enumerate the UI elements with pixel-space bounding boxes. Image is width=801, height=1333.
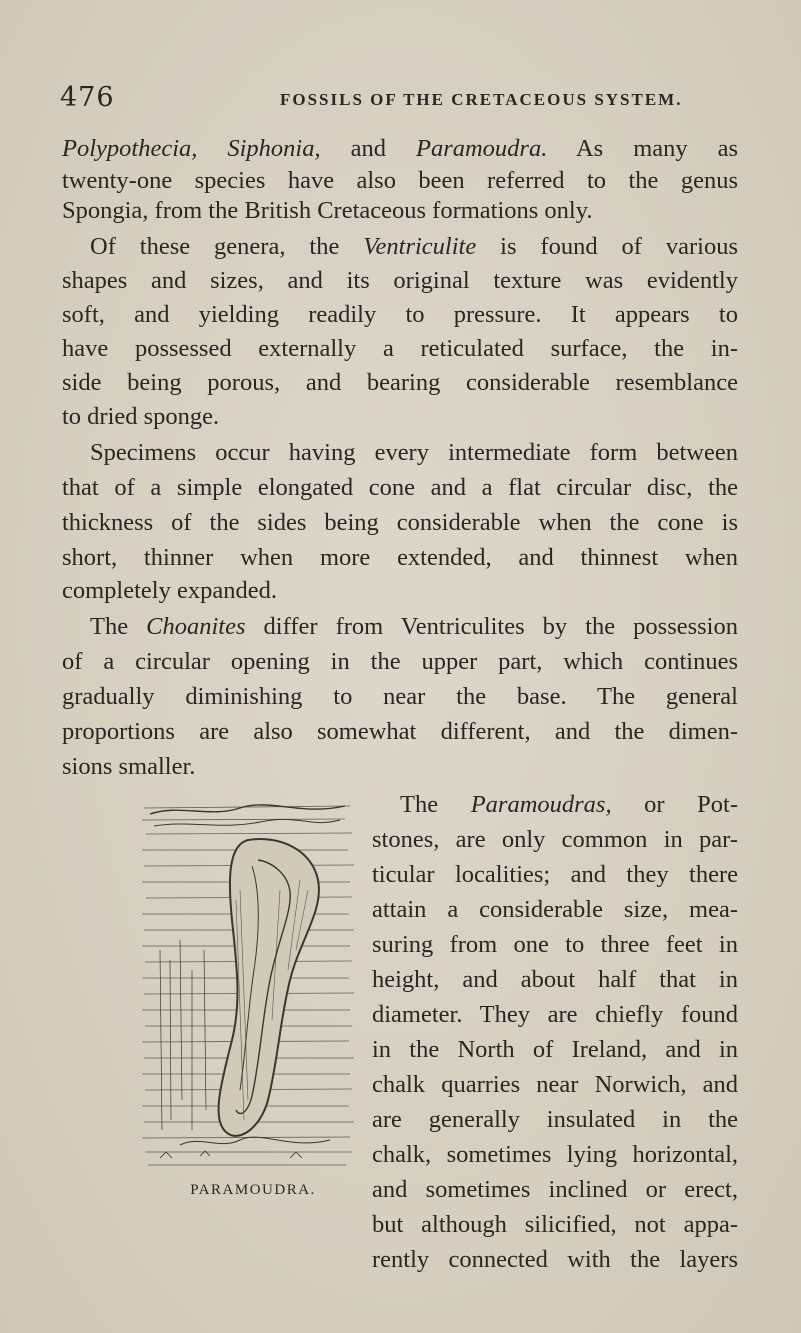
text-line: shapes and sizes, and its original texture was evidently	[62, 267, 738, 294]
text-line: but although silicified, not appa-	[372, 1211, 738, 1238]
text-line: are generally insulated in the	[372, 1106, 738, 1133]
text-line: have possessed externally a reticulated surface, the in-	[62, 335, 738, 362]
text-line: rently connected with the layers	[372, 1246, 738, 1273]
text-line: twenty-one species have also been referred to the genus	[62, 167, 738, 194]
text-line: chalk quarries near Norwich, and	[372, 1071, 738, 1098]
text-line: gradually diminishing to near the base. The general	[62, 683, 738, 710]
text-line: that of a simple elongated cone and a flat circular disc, the	[62, 474, 738, 501]
text-line: sions smaller.	[62, 753, 196, 780]
italic-term: Polypothecia, Siphonia,	[62, 135, 321, 162]
page-number: 476	[60, 82, 115, 113]
italic-term: Paramoudras,	[470, 791, 612, 818]
running-head: FOSSILS OF THE CRETACEOUS SYSTEM.	[280, 90, 683, 109]
italic-term: Ventriculite	[363, 233, 477, 260]
text-line: short, thinner when more extended, and thinnest when	[62, 544, 738, 571]
text-line: completely expanded.	[62, 577, 277, 604]
fissure-lines	[160, 940, 206, 1130]
text-line: in the North of Ireland, and in	[372, 1036, 738, 1063]
text-line: to dried sponge.	[62, 403, 220, 430]
text-line: thickness of the sides being considerable when the cone is	[62, 509, 738, 536]
figure-caption: PARAMOUDRA.	[190, 1182, 316, 1198]
text-line: ticular localities; and they there	[372, 861, 738, 888]
text-line: Of these genera, the Ventriculite is found of various	[90, 233, 738, 260]
text-line: suring from one to three feet in	[372, 931, 738, 958]
text-line: Spongia, from the British Cretaceous formations only.	[62, 197, 593, 224]
text-line: and sometimes inclined or erect,	[372, 1176, 738, 1203]
text-line: diameter. They are chiefly found	[372, 1001, 738, 1028]
text-line: side being porous, and bearing considerable resemblance	[62, 369, 738, 396]
paramoudra-illustration	[140, 800, 358, 1175]
italic-term: Paramoudra.	[415, 135, 548, 162]
text-line: Specimens occur having every intermediate form between	[90, 439, 738, 466]
text-line: proportions are also somewhat different, and the dimen-	[62, 718, 738, 745]
text-line: attain a considerable size, mea-	[372, 896, 738, 923]
text-line: height, and about half that in	[372, 966, 738, 993]
text-line: stones, are only common in par-	[372, 826, 738, 853]
page-header	[60, 82, 760, 122]
text-line: of a circular opening in the upper part, which continues	[62, 648, 738, 675]
text-line: The Choanites differ from Ventriculites by the possession	[90, 613, 738, 640]
text-line: soft, and yielding readily to pressure. It appears to	[62, 301, 738, 328]
text-line: Polypothecia, Siphonia, and Paramoudra. As many as	[62, 135, 739, 162]
italic-term: Choanites	[146, 613, 246, 640]
text-line: chalk, sometimes lying horizontal,	[372, 1141, 738, 1168]
text-line: The Paramoudras, or Pot-	[400, 791, 739, 818]
